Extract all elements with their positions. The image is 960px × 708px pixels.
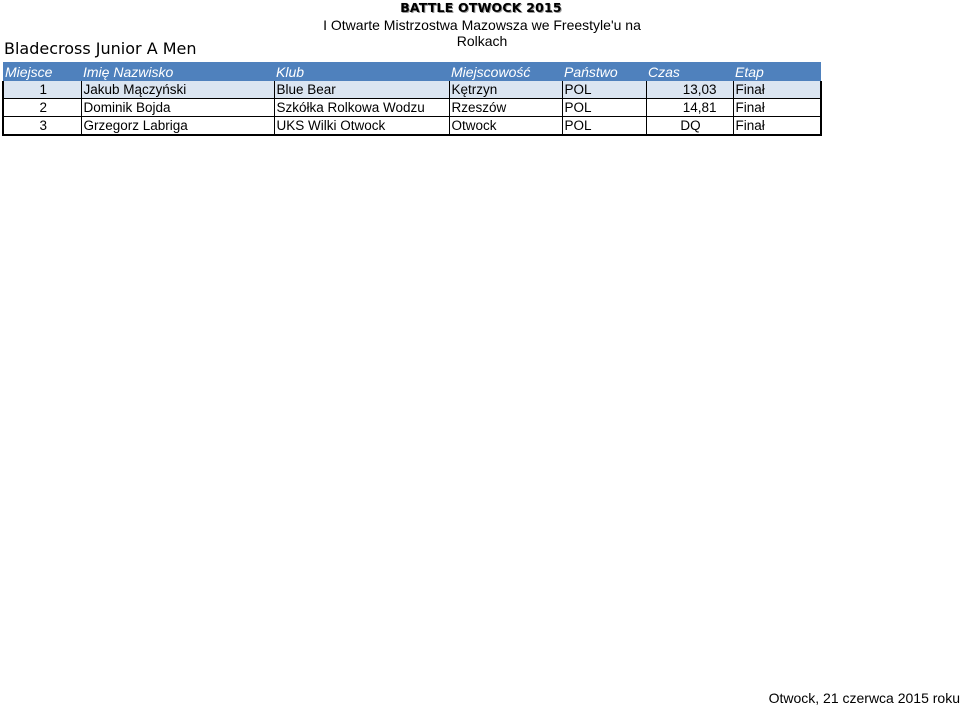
cell-place: 2: [3, 99, 81, 117]
cell-city: Kętrzyn: [449, 81, 562, 99]
table-row: [3, 117, 821, 136]
header-time: Czas: [646, 62, 733, 81]
cell-country: POL: [562, 99, 646, 117]
header-stage: Etap: [733, 62, 821, 81]
cell-stage: Finał: [733, 81, 821, 99]
results-table: [2, 62, 822, 136]
cell-time: 13,03: [646, 81, 733, 99]
table-row: [3, 99, 821, 117]
cell-place: 1: [3, 81, 81, 99]
cell-club: Szkółka Rolkowa Wodzu: [274, 99, 449, 117]
cell-city: Otwock: [449, 117, 562, 136]
category-title: Bladecross Junior A Men: [4, 39, 197, 58]
table-header-row: [3, 62, 821, 81]
cell-stage: Finał: [733, 117, 821, 136]
header-city: Miejscowość: [449, 62, 562, 81]
cell-place: 3: [3, 117, 81, 136]
cell-time: DQ: [646, 117, 733, 136]
header-name: Imię Nazwisko: [81, 62, 274, 81]
cell-club: UKS Wilki Otwock: [274, 117, 449, 136]
cell-country: POL: [562, 117, 646, 136]
header-place: Miejsce: [3, 62, 81, 81]
cell-stage: Finał: [733, 99, 821, 117]
cell-country: POL: [562, 81, 646, 99]
cell-name: Grzegorz Labriga: [81, 117, 274, 136]
cell-name: Dominik Bojda: [81, 99, 274, 117]
cell-city: Rzeszów: [449, 99, 562, 117]
cell-name: Jakub Mączyński: [81, 81, 274, 99]
header-club: Klub: [274, 62, 449, 81]
event-subtitle: I Otwarte Mistrzostwa Mazowsza we Freestyle'u na Rolkach: [323, 17, 641, 49]
cell-time: 14,81: [646, 99, 733, 117]
footer-date-place: Otwock, 21 czerwca 2015 roku: [768, 690, 960, 706]
header-country: Państwo: [562, 62, 646, 81]
table-row: [3, 81, 821, 99]
cell-club: Blue Bear: [274, 81, 449, 99]
event-title: BATTLE OTWOCK 2015: [400, 0, 562, 15]
